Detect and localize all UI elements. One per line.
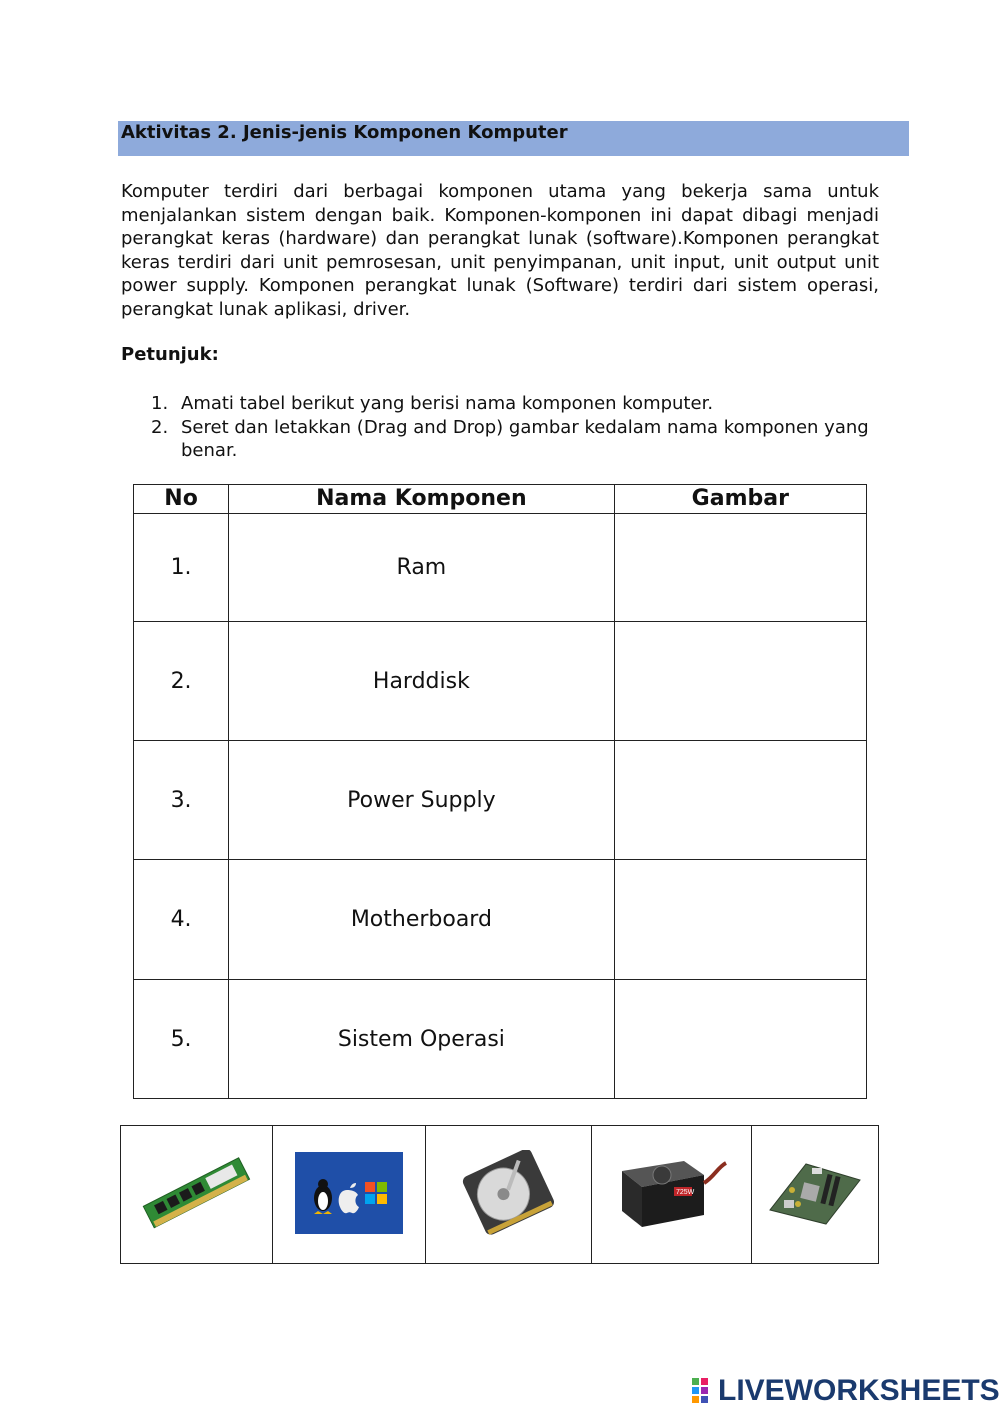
psu-label: 725W [676, 1188, 695, 1196]
intro-paragraph: Komputer terdiri dari berbagai komponen utama yang bekerja sama untuk menjalankan sistem dengan baik. Komponen-komponen ini dapat dibagi menjadi perangkat keras (hardware) dan perangkat lunak (software).Komponen perangkat keras terdiri dari unit pemrosesan, unit penyimpanan, unit input, unit output unit power supply. Komponen perangkat lunak (Software) terdiri dari sistem operasi, perangkat lunak aplikasi, driver. [121, 181, 879, 320]
motherboard-icon[interactable] [766, 1160, 864, 1226]
activity-title: Aktivitas 2. Jenis-jenis Komponen Komputer [121, 122, 568, 143]
component-name: Motherboard [229, 860, 615, 980]
component-name: Ram [229, 514, 615, 622]
header-no: No [134, 485, 229, 514]
instructions-list [121, 392, 881, 463]
draggable-images-table [120, 1125, 879, 1264]
component-name: Sistem Operasi [229, 980, 615, 1099]
table-row [134, 860, 867, 980]
components-table [133, 484, 867, 1099]
table-row [134, 980, 867, 1099]
liveworksheets-logo-icon [692, 1378, 716, 1404]
os-logos-icon[interactable] [295, 1152, 403, 1234]
component-name: Power Supply [229, 741, 615, 860]
row-number: 2. [134, 622, 229, 741]
drop-zone[interactable] [614, 622, 866, 741]
liveworksheets-logo [692, 1374, 1000, 1408]
instructions-heading: Petunjuk: [121, 344, 219, 365]
harddisk-icon[interactable] [461, 1150, 556, 1235]
draggable-item[interactable] [426, 1126, 592, 1264]
drop-zone[interactable] [614, 514, 866, 622]
instruction-item: 2. Seret dan letakkan (Drag and Drop) gambar kedalam nama komponen yang benar. [151, 416, 869, 461]
component-name: Harddisk [229, 622, 615, 741]
instruction-item: 1. Amati tabel berikut yang berisi nama komponen komputer. [151, 393, 714, 414]
header-name: Nama Komponen [229, 485, 615, 514]
drop-zone[interactable] [614, 741, 866, 860]
draggable-item[interactable] [121, 1126, 273, 1264]
draggable-item[interactable] [592, 1126, 752, 1264]
drop-zone[interactable] [614, 860, 866, 980]
draggable-item[interactable] [752, 1126, 879, 1264]
ram-stick-icon[interactable] [139, 1153, 254, 1233]
row-number: 5. [134, 980, 229, 1099]
power-supply-icon[interactable] [614, 1153, 729, 1233]
table-row [134, 514, 867, 622]
brand-name: LIVEWORKSHEETS [718, 1374, 1000, 1407]
header-image: Gambar [614, 485, 866, 514]
row-number: 1. [134, 514, 229, 622]
row-number: 4. [134, 860, 229, 980]
drop-zone[interactable] [614, 980, 866, 1099]
table-row [134, 622, 867, 741]
row-number: 3. [134, 741, 229, 860]
draggable-item[interactable] [273, 1126, 426, 1264]
table-row [134, 741, 867, 860]
